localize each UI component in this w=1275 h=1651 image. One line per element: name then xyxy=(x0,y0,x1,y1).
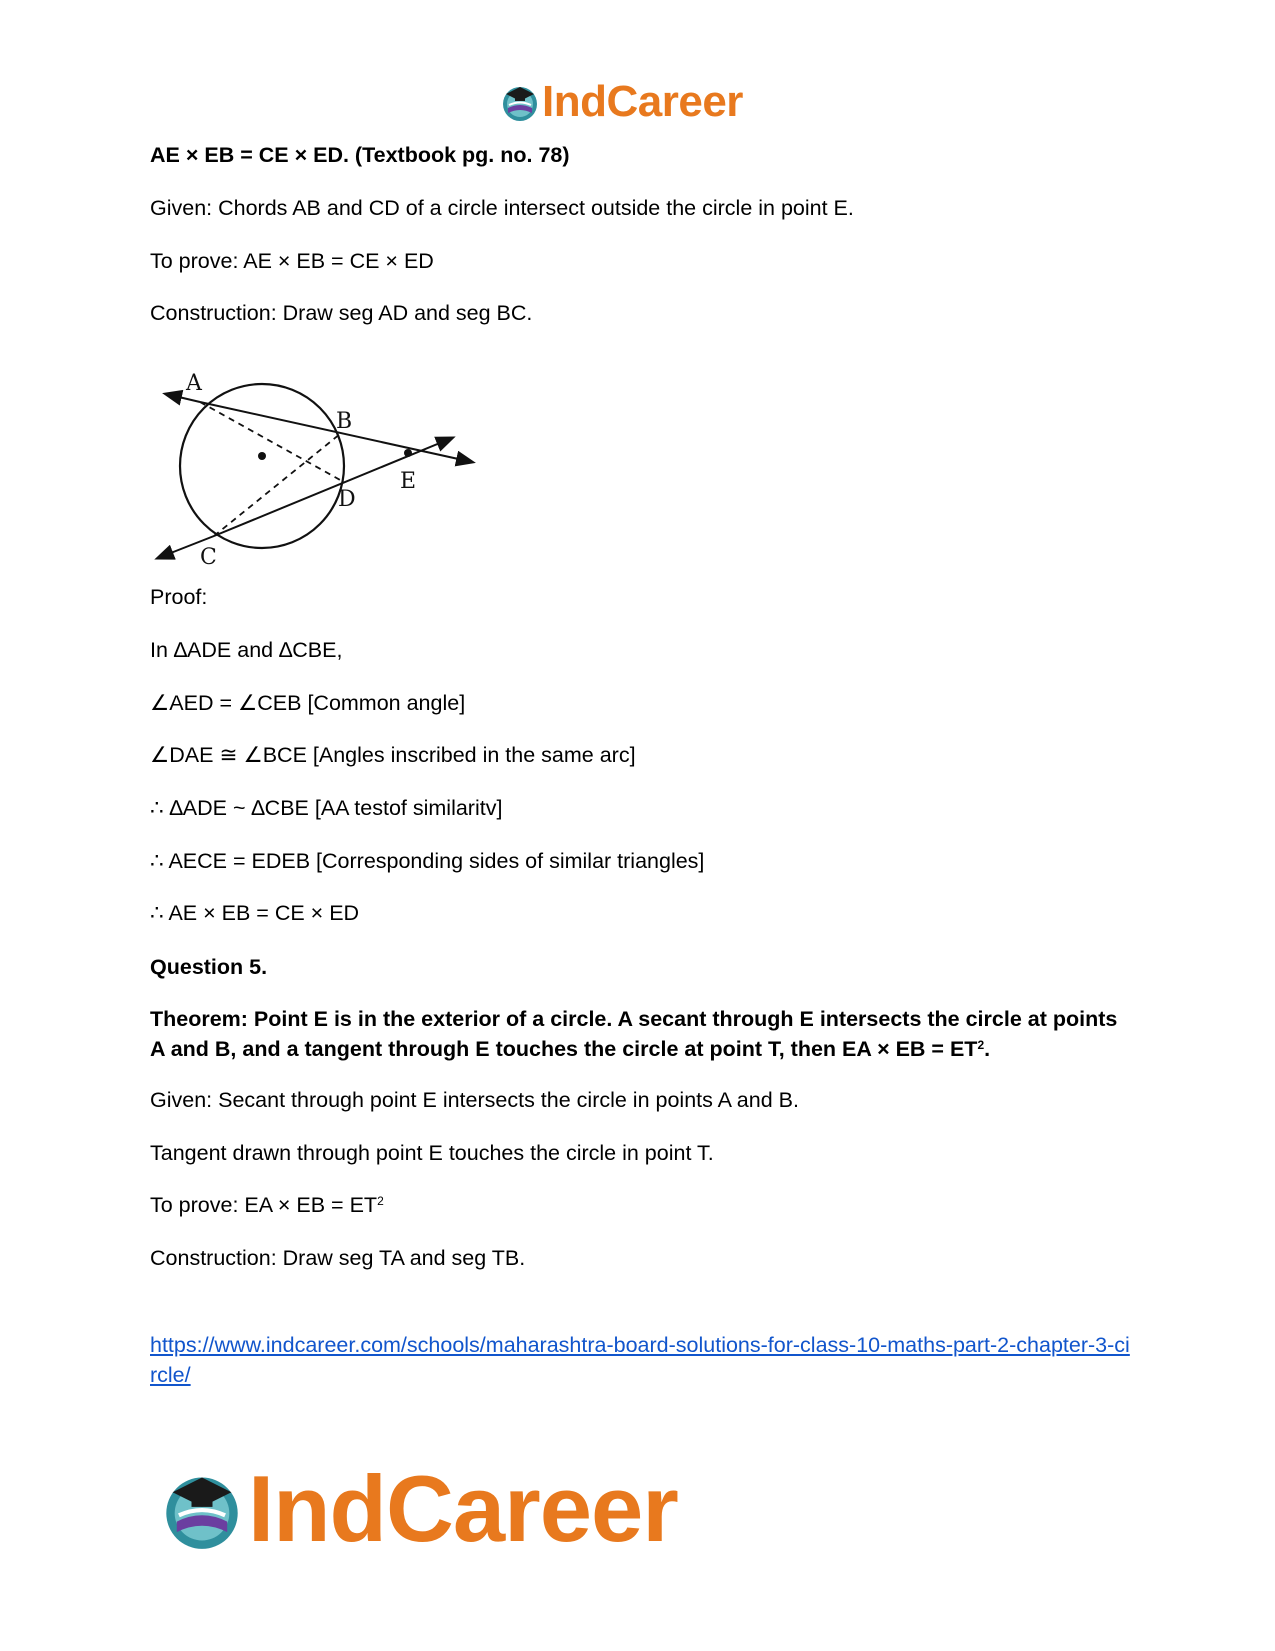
proof-step-2: ∠DAE ≅ ∠BCE [Angles inscribed in the same arc] xyxy=(150,743,636,767)
circle-figure xyxy=(150,368,480,583)
point-e xyxy=(404,449,412,457)
graduation-globe-icon xyxy=(160,1467,244,1551)
logo-wordmark: IndCareer xyxy=(248,1456,678,1561)
label-c: C xyxy=(200,545,217,570)
given2-text: Given: Secant through point E intersects the circle in points A and B. xyxy=(150,1088,799,1112)
logo-bottom xyxy=(160,1456,678,1561)
theorem-period: . xyxy=(984,1037,991,1061)
label-d: D xyxy=(338,487,356,512)
seg-ad xyxy=(200,402,342,481)
chord-diagram xyxy=(150,368,480,578)
circle-center xyxy=(258,452,266,460)
to-prove2-superscript: 2 xyxy=(377,1194,384,1208)
proof-step-triangles: In ∆ADE and ∆CBE, xyxy=(150,638,343,662)
to-prove2-body: To prove: EA × EB = ET xyxy=(150,1193,378,1217)
theorem-body: Theorem: Point E is in the exterior of a circle. A secant through E intersects the circle at points A and B, and a tangent through E touches the circle at point T, then EA × EB = ET xyxy=(150,1007,1118,1061)
secant-line-cd xyxy=(214,438,452,536)
logo-wordmark: IndCareer xyxy=(542,77,743,126)
theorem-superscript: 2 xyxy=(977,1038,985,1052)
proof-step-3: ∴ ∆ADE ~ ∆CBE [AA testof similaritv] xyxy=(150,796,503,820)
proof-label: Proof: xyxy=(150,585,208,609)
theorem-text xyxy=(150,1004,1130,1064)
seg-bc xyxy=(214,434,340,536)
label-b: B xyxy=(336,409,353,434)
given-text: Given: Chords AB and CD of a circle intersect outside the circle in point E. xyxy=(150,196,854,220)
label-e: E xyxy=(400,469,417,494)
logo-top xyxy=(500,77,743,126)
proof-step-1: ∠AED = ∠CEB [Common angle] xyxy=(150,691,466,715)
source-link[interactable]: https://www.indcareer.com/schools/maharashtra-board-solutions-for-class-10-maths-part-2-chapter-3-circle/ xyxy=(150,1333,1130,1387)
to-prove-text: To prove: AE × EB = CE × ED xyxy=(150,249,434,273)
proof-step-4: ∴ AECE = EDEB [Corresponding sides of similar triangles] xyxy=(150,849,705,873)
graduation-globe-icon xyxy=(500,82,540,122)
to-prove2-text xyxy=(150,1190,384,1220)
label-a: A xyxy=(186,371,202,396)
circle xyxy=(180,384,344,548)
tangent-text: Tangent drawn through point E touches the circle in point T. xyxy=(150,1141,714,1165)
proof-step-5: ∴ AE × EB = CE × ED xyxy=(150,901,360,925)
heading: AE × EB = CE × ED. (Textbook pg. no. 78) xyxy=(150,143,570,167)
construction-text: Construction: Draw seg AD and seg BC. xyxy=(150,301,533,325)
construction2-text: Construction: Draw seg TA and seg TB. xyxy=(150,1246,526,1270)
question-heading: Question 5. xyxy=(150,955,268,979)
